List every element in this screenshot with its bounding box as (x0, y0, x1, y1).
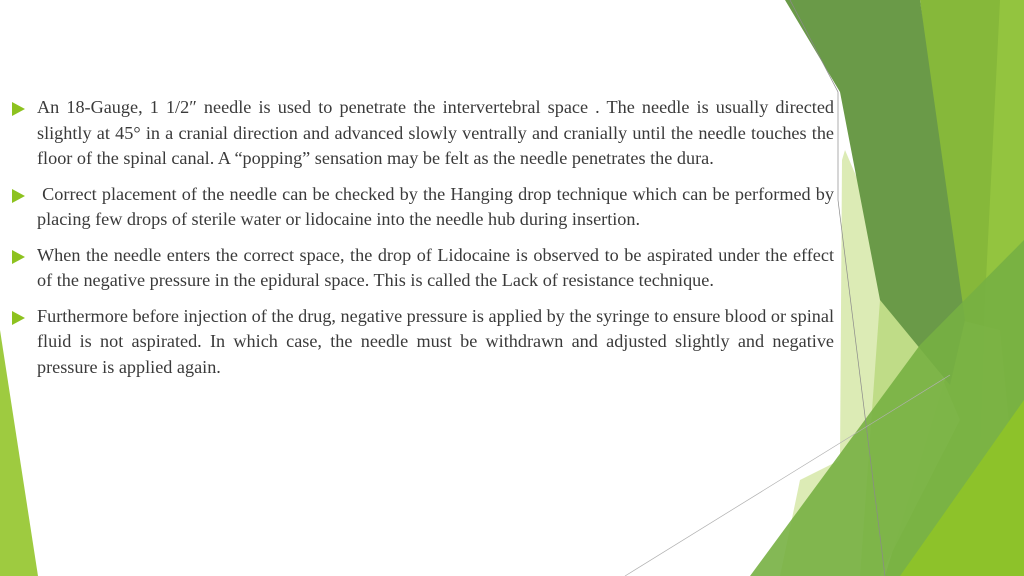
bullet-item (0, 95, 834, 172)
bullet-arrow-icon (12, 189, 25, 203)
bullet-arrow-icon (12, 311, 25, 325)
bullet-item (0, 243, 834, 294)
bullet-arrow-icon (12, 102, 25, 116)
slide-content (0, 95, 839, 390)
bullet-text: An 18-Gauge, 1 1/2″ needle is used to penetrate the intervertebral space . The needle is usually directed slightly at 45° in a cranial direction and advanced slowly ventrally and cranially until the needle touches the floor of the spinal canal. A “popping” sensation may be felt as the needle penetrates the dura. (37, 97, 834, 168)
bullet-text: Correct placement of the needle can be checked by the Hanging drop technique which can be performed by placing few drops of sterile water or lidocaine into the needle hub during insertion. (37, 183, 839, 229)
bullet-item (0, 182, 839, 233)
bullet-text: When the needle enters the correct space, the drop of Lidocaine is observed to be aspirated under the effect of the negative pressure in the epidural space. This is called the Lack of resistance technique. (37, 244, 834, 290)
bullet-text: Furthermore before injection of the drug, negative pressure is applied by the syringe to ensure blood or spinal fluid is not aspirated. In which case, the needle must be withdrawn and adjusted slightly and negative pressure is applied again. (37, 305, 834, 377)
bullet-arrow-icon (12, 250, 25, 264)
bullet-item (0, 304, 834, 381)
